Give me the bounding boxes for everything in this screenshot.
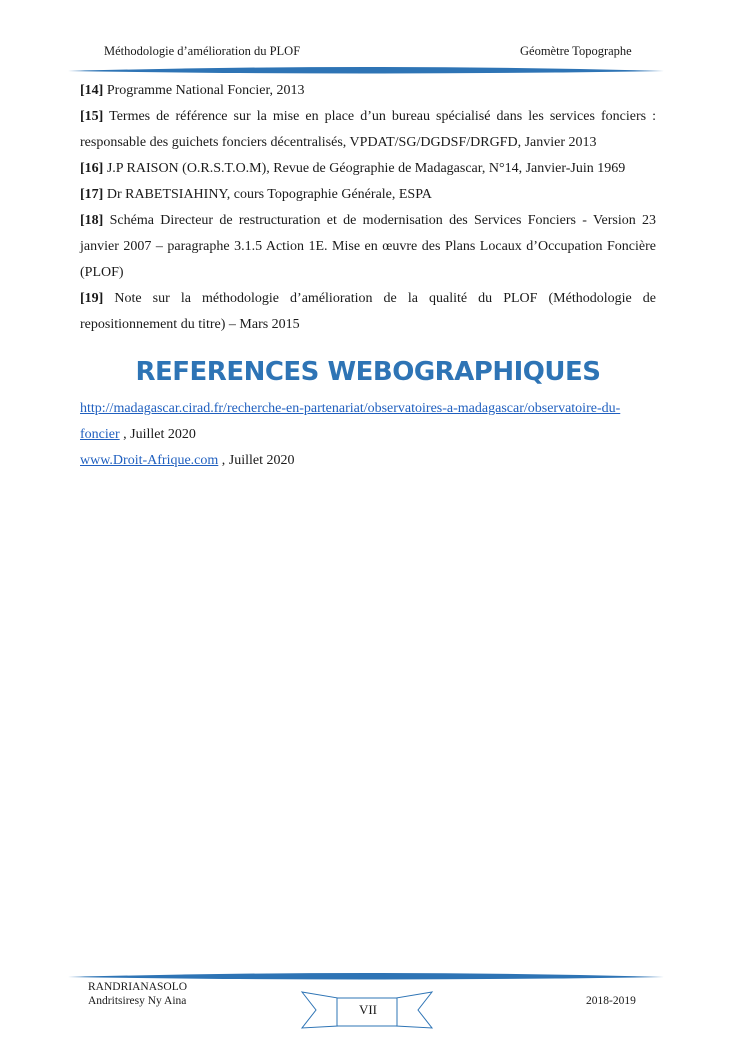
reference-item (80, 104, 656, 156)
academic-year: 2018-2019 (586, 995, 636, 1007)
author-surname: RANDRIANASOLO (88, 981, 188, 993)
web-reference-date: , Juillet 2020 (119, 427, 196, 442)
header-document-title: Méthodologie d’amélioration du PLOF (104, 44, 301, 58)
reference-number: [18] (80, 213, 104, 228)
reference-text: Dr RABETSIAHINY, cours Topographie Générale, ESPA (103, 187, 432, 202)
footer-author (88, 980, 187, 1008)
author-given-names: Andritsiresy Ny Aina (88, 995, 187, 1007)
reference-number: [14] (80, 83, 104, 98)
page-number: VII (358, 1002, 378, 1017)
reference-text: Termes de référence sur la mise en place d’un bureau spécialisé dans les services fonciers : responsable des guichets fonciers décentralisés, VPDAT/SG/DGDSF/DRGFD, Janvier 2013 (80, 109, 656, 150)
reference-text: Note sur la méthodologie d’amélioration de la qualité du PLOF (Méthodologie de repositionnement du titre) – Mars 2015 (80, 291, 656, 332)
reference-item (80, 78, 656, 104)
header-divider (66, 64, 666, 78)
reference-number: [17] (80, 187, 104, 202)
web-reference-date: , Juillet 2020 (218, 453, 295, 468)
reference-text: J.P RAISON (O.R.S.T.O.M), Revue de Géographie de Madagascar, N°14, Janvier-Juin 1969 (103, 161, 626, 176)
reference-item (80, 182, 656, 208)
web-reference-link[interactable]: www.Droit-Afrique.com (80, 453, 219, 468)
reference-number: [15] (80, 109, 104, 124)
reference-number: [16] (80, 161, 104, 176)
reference-item (80, 286, 656, 338)
document-body (80, 78, 656, 474)
header-discipline: Géomètre Topographe (520, 44, 632, 58)
reference-item (80, 208, 656, 286)
web-reference-item (80, 396, 656, 448)
web-reference-link[interactable]: http://madagascar.cirad.fr/recherche-en-partenariat/observatoires-a-madagascar/observatoire-du-foncier (80, 401, 621, 442)
section-title: REFERENCES WEBOGRAPHIQUES (135, 357, 601, 387)
reference-number: [19] (80, 291, 104, 306)
reference-text: Schéma Directeur de restructuration et de modernisation des Services Fonciers - Version 23 janvier 2007 – paragraphe 3.1.5 Action 1E. Mise en œuvre des Plans Locaux d’Occupation Foncière (PLOF) (80, 213, 656, 280)
reference-item (80, 156, 656, 182)
reference-text: Programme National Foncier, 2013 (103, 83, 305, 98)
web-reference-item (80, 448, 656, 474)
